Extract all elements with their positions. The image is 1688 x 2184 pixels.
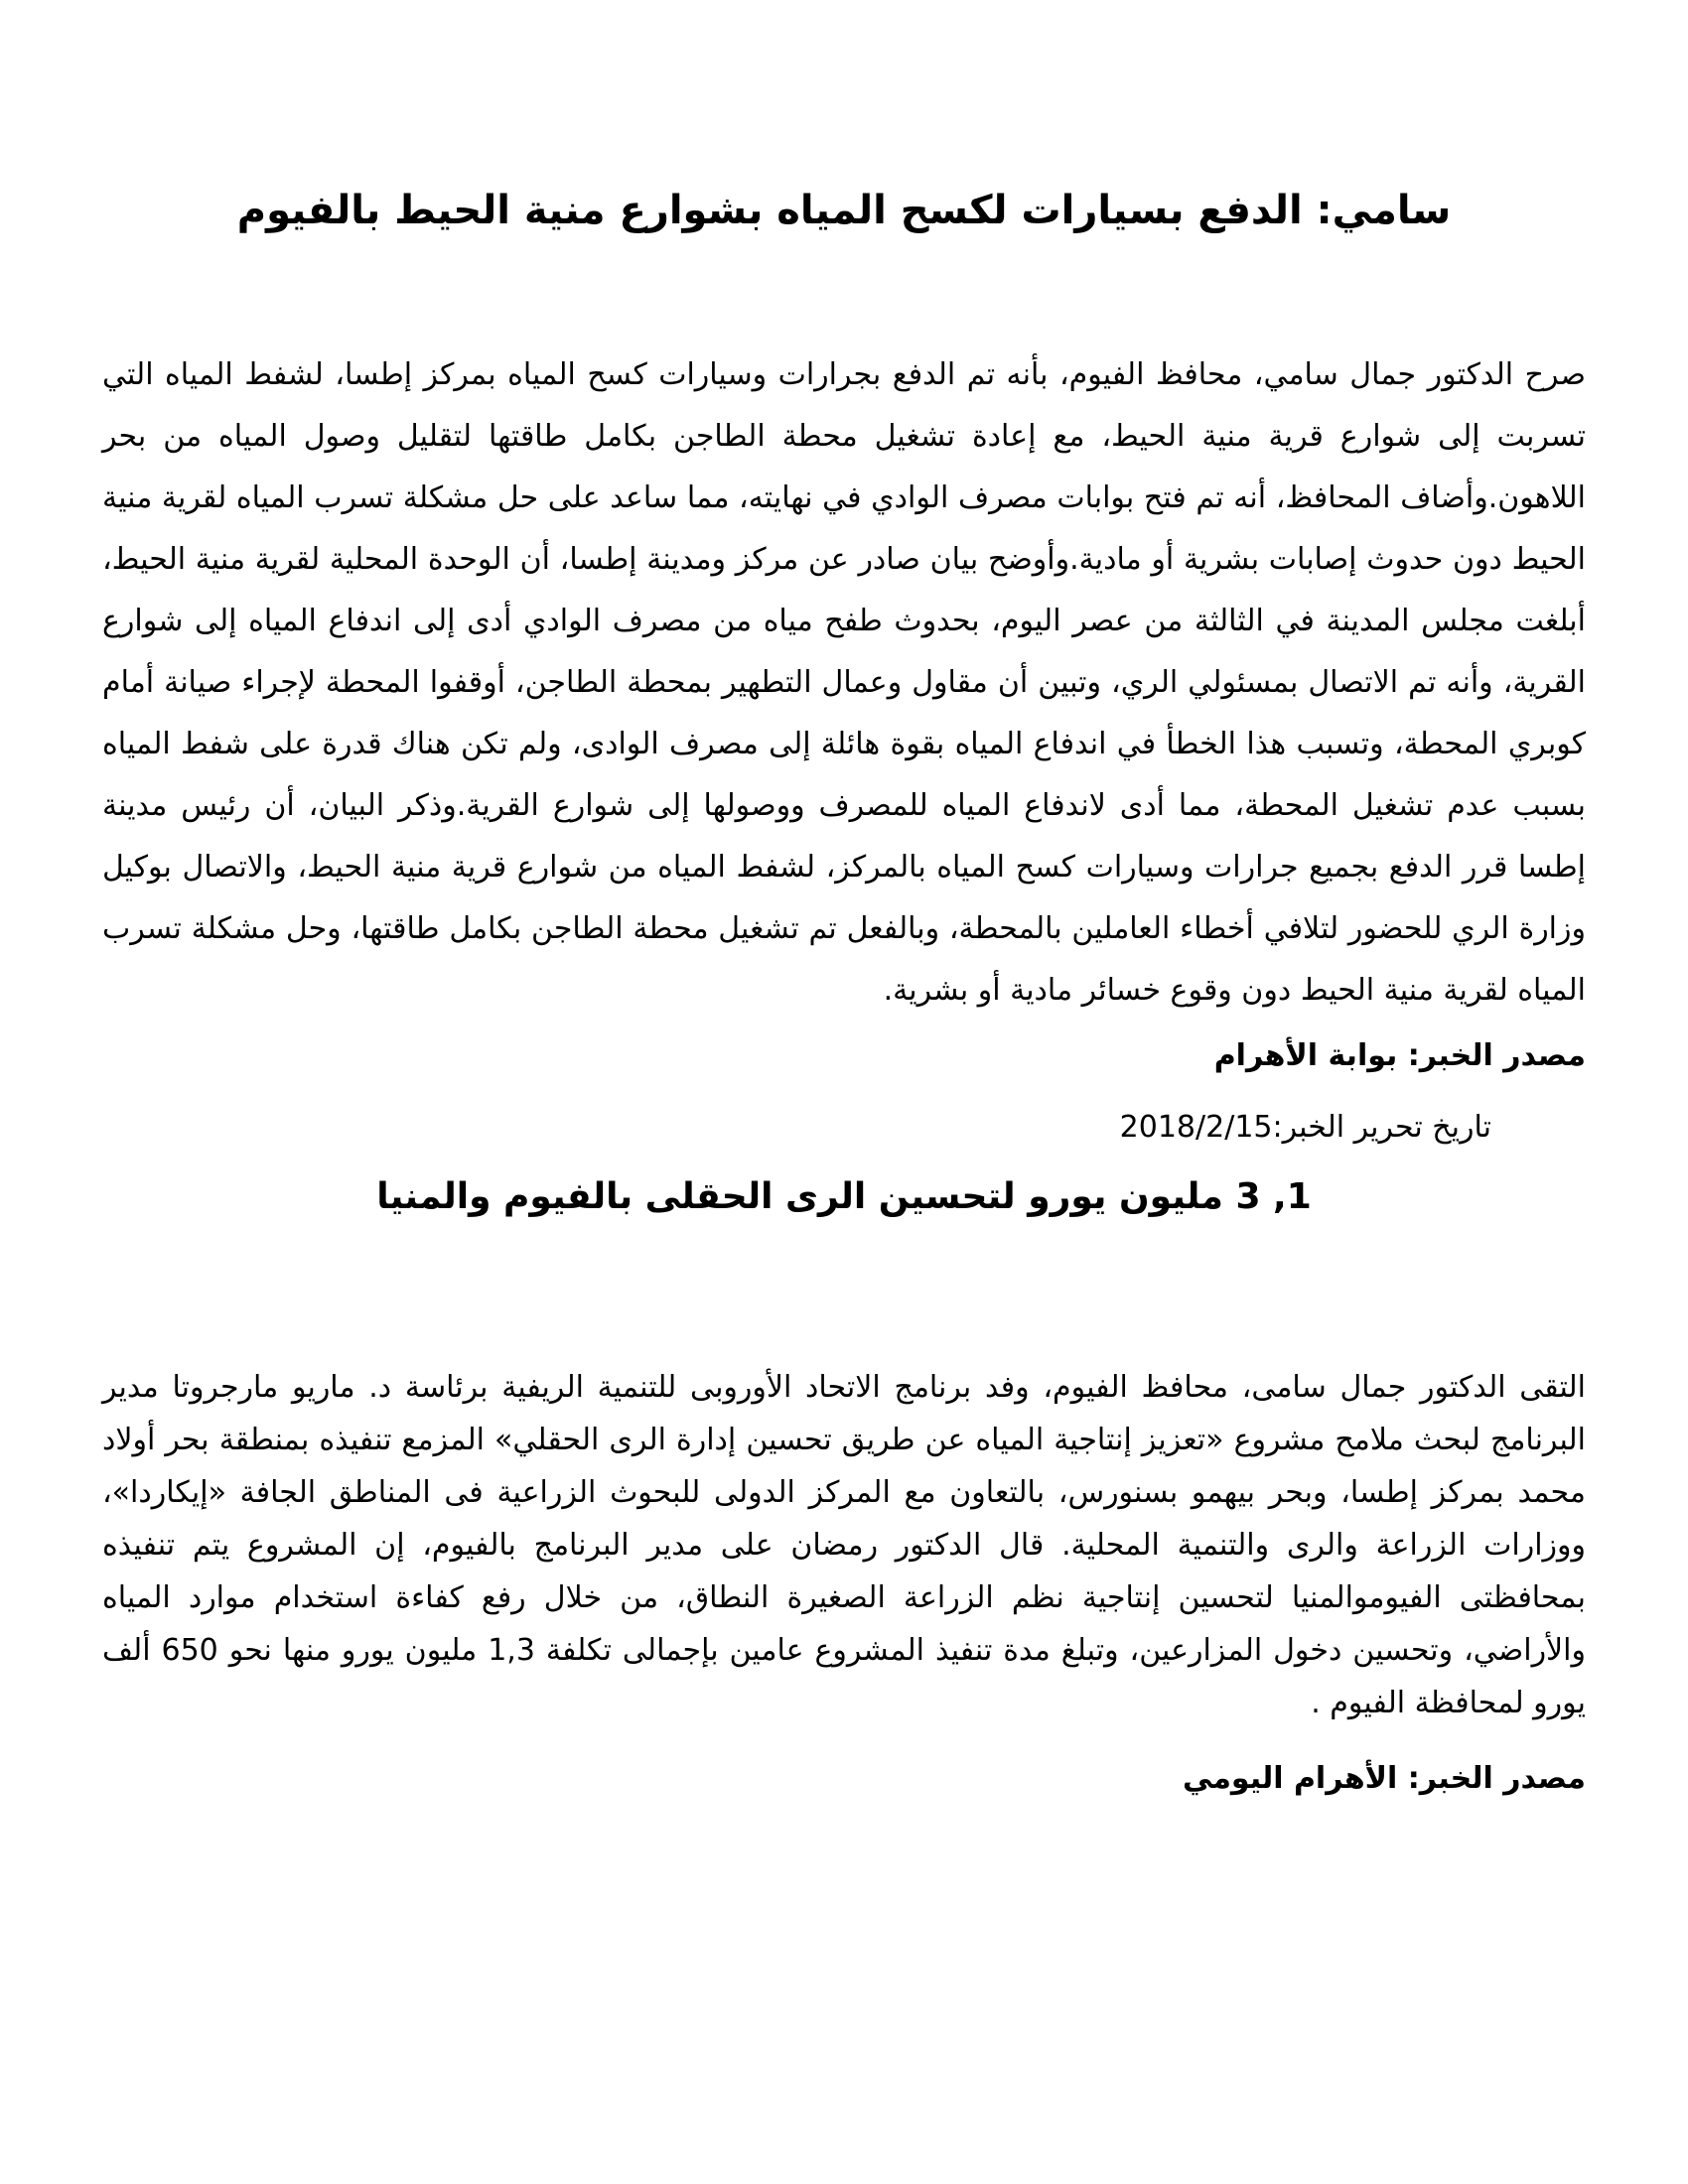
article2-title: 1, 3 مليون يورو لتحسين الرى الحقلى بالفيوم والمنيا [376, 1176, 1312, 1217]
article2-source-line: مصدر الخبر: الأهرام اليومي [1182, 1761, 1586, 1796]
article1-title: سامي: الدفع بسيارات لكسح المياه بشوارع منية الحيط بالفيوم [236, 188, 1452, 233]
article1-body-paragraph: صرح الدكتور جمال سامي، محافظ الفيوم، بأنه تم الدفع بجرارات وسيارات كسح المياه بمركز إطسا، لشفط المياه التي تسربت إلى شوارع قرية منية الحيط، مع إعادة تشغيل محطة الطاجن بكامل طاقتها لتقليل وصول المياه من بحر اللاهون.وأضاف المحافظ، أنه تم فتح بوابات مصرف الوادي في نهايته، مما ساعد على حل مشكلة تسرب المياه لقرية منية الحيط دون حدوث إصابات بشرية أو مادية.وأوضح بيان صادر عن مركز ومدينة إطسا، أن الوحدة المحلية لقرية منية الحيط، أبلغت مجلس المدينة في الثالثة من عصر اليوم، بحدوث طفح مياه من مصرف الوادي أدى إلى اندفاع المياه إلى شوارع القرية، وأنه تم الاتصال بمسئولي الري، وتبين أن مقاول وعمال التطهير بمحطة الطاجن، أوقفوا المحطة لإجراء صيانة أمام كوبري المحطة، وتسبب هذا الخطأ في اندفاع المياه بقوة هائلة إلى مصرف الوادى، ولم تكن هناك قدرة على شفط المياه بسبب عدم تشغيل المحطة، مما أدى لاندفاع المياه للمصرف ووصولها إلى شوارع القرية.وذكر البيان، أن رئيس مدينة إطسا قرر الدفع بجميع جرارات وسيارات كسح المياه بالمركز، لشفط المياه من شوارع قرية منية الحيط، والاتصال بوكيل وزارة الري للحضور لتلافي أخطاء العاملين بالمحطة، وبالفعل تم تشغيل محطة الطاجن بكامل طاقتها، وحل مشكلة تسرب المياه لقرية منية الحيط دون وقوع خسائر مادية أو بشرية. [102, 357, 1586, 1008]
article1-date-line: تاريخ تحرير الخبر:2018/2/15 [1119, 1110, 1491, 1145]
article2-body-paragraph: التقى الدكتور جمال سامى، محافظ الفيوم، وفد برنامج الاتحاد الأوروبى للتنمية الريفية برئاسة د. ماريو مارجروتا مدير البرنامج لبحث ملامح مشروع «تعزيز إنتاجية المياه عن طريق تحسين إدارة الرى الحقلي» المزمع تنفيذه بمنطقة بحر أولاد محمد بمركز إطسا، وبحر بيهمو بسنورس، بالتعاون مع المركز الدولى للبحوث الزراعية فى المناطق الجافة «إيكاردا»، ووزارات الزراعة والرى والتنمية المحلية. قال الدكتور رمضان على مدير البرنامج بالفيوم، إن المشروع يتم تنفيذه بمحافظتى الفيوموالمنيا لتحسين إنتاجية نظم الزراعة الصغيرة النطاق، من خلال رفع كفاءة استخدام موارد المياه والأراضي، وتحسين دخول المزارعين، وتبلغ مدة تنفيذ المشروع عامين بإجمالى تكلفة 1,3 مليون يورو منها نحو 650 ألف يورو لمحافظة الفيوم . [102, 1370, 1586, 1720]
article1-source-line: مصدر الخبر: بوابة الأهرام [1213, 1038, 1586, 1073]
